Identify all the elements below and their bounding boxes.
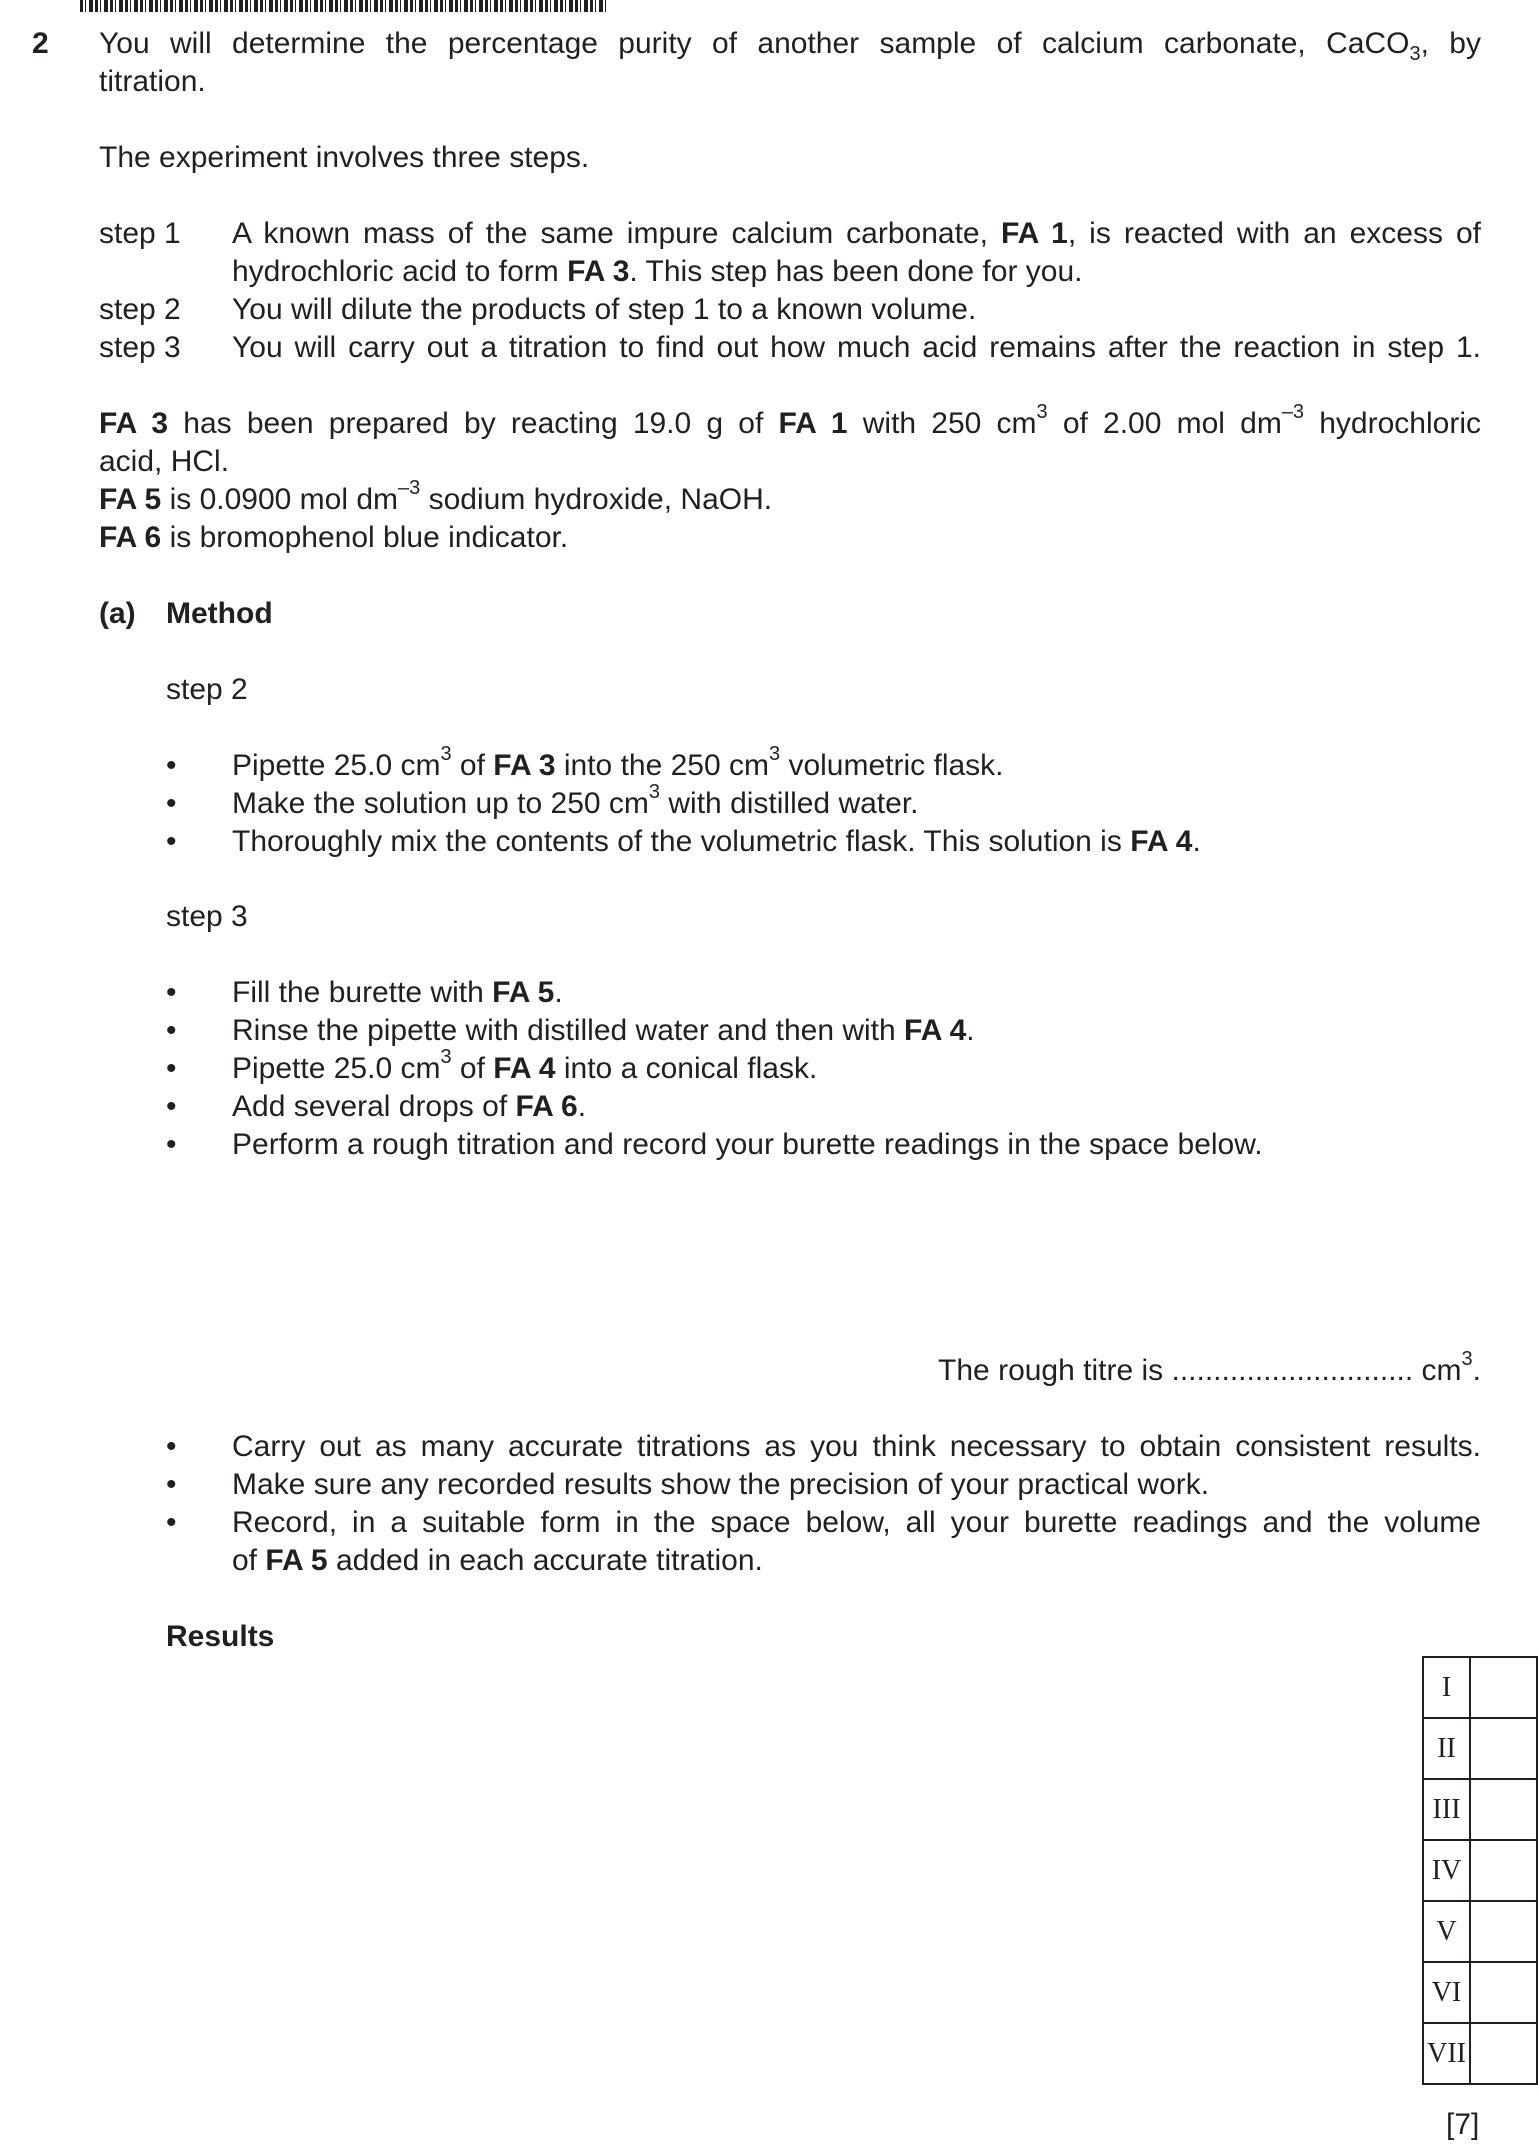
mark-box-label: VII xyxy=(1423,2023,1470,2084)
step-3-bullet-1: Fill the burette with FA 5. xyxy=(232,976,563,1009)
mark-box xyxy=(1470,1901,1537,1962)
mark-box-row xyxy=(1423,1657,1537,1718)
step-2-bullet-1: Pipette 25.0 $cm^3$ of FA 3 into the 250 $cm^3$ volumetric flask. xyxy=(232,743,1004,782)
part-a-title: Method xyxy=(166,597,273,630)
step-1-line-2: hydrochloric acid to form FA 3. This step has been done for you. xyxy=(232,255,1083,288)
step-2-text: You will dilute the products of step 1 to a known volume. xyxy=(232,293,977,326)
step-3-bullet-2: Rinse the pipette with distilled water and then with FA 4. xyxy=(232,1014,975,1047)
question-number: 2 xyxy=(32,27,49,60)
step-3-bullet-5: Perform a rough titration and record your burette readings in the space below. xyxy=(232,1128,1263,1161)
mark-box-row xyxy=(1423,1779,1537,1840)
bullet: • xyxy=(166,1506,177,1539)
mark-box xyxy=(1470,1840,1537,1901)
mark-box xyxy=(1470,1718,1537,1779)
step-3-bullet-4: Add several drops of FA 6. xyxy=(232,1090,587,1123)
accurate-bullet-3-line-2: of FA 5 added in each accurate titration. xyxy=(232,1544,763,1577)
total-marks: [7] xyxy=(1446,2108,1480,2141)
bullet: • xyxy=(166,749,177,782)
rough-titre-answer-line[interactable]: The rough titre is ............................. $cm^3$. xyxy=(938,1348,1481,1387)
step-2-bullet-2: Make the solution up to 250 $cm^3$ with distilled water. xyxy=(232,781,919,820)
bullet: • xyxy=(166,1468,177,1501)
mark-box-label: V xyxy=(1423,1901,1470,1962)
mark-box-label: III xyxy=(1423,1779,1470,1840)
step-3-text: You will carry out a titration to find out how much acid remains after the reaction in step 1. xyxy=(232,331,1481,364)
bullet: • xyxy=(166,1430,177,1463)
mark-box-label: II xyxy=(1423,1718,1470,1779)
mark-box-row xyxy=(1423,2023,1537,2084)
mark-box-row xyxy=(1423,1718,1537,1779)
step-1-line-1: A known mass of the same impure calcium carbonate, FA 1, is reacted with an excess of xyxy=(232,217,1481,250)
mark-box-row xyxy=(1423,1962,1537,2023)
mark-box xyxy=(1470,1779,1537,1840)
mark-box xyxy=(1470,1962,1537,2023)
intro-line-1: You will determine the percentage purity of another sample of calcium carbonate, CaCO$_3$, by xyxy=(99,27,1481,65)
fa3-description-line-2: acid, HCl. xyxy=(99,445,230,478)
mark-box-label: I xyxy=(1423,1657,1470,1718)
intro-line-2: titration. xyxy=(99,65,206,98)
results-answer-space[interactable] xyxy=(166,1660,1396,2090)
method-step-3-label: step 3 xyxy=(166,900,248,933)
fa3-description: FA 3 has been prepared by reacting 19.0 g of FA 1 with 250 $cm^3$ of 2.00 mol $dm^{-3}$ hydrochloric xyxy=(99,401,1481,440)
barcode xyxy=(80,0,606,12)
fa6-description: FA 6 is bromophenol blue indicator. xyxy=(99,521,569,554)
mark-box xyxy=(1470,1657,1537,1718)
bullet: • xyxy=(166,787,177,820)
step-2-bullet-3: Thoroughly mix the contents of the volumetric flask. This solution is FA 4. xyxy=(232,825,1201,858)
bullet: • xyxy=(166,825,177,858)
bullet: • xyxy=(166,1014,177,1047)
mark-box-row xyxy=(1423,1840,1537,1901)
examiner-mark-boxes xyxy=(1422,1656,1538,2085)
bullet: • xyxy=(166,976,177,1009)
steps-intro: The experiment involves three steps. xyxy=(99,141,590,174)
mark-box-label: IV xyxy=(1423,1840,1470,1901)
mark-box xyxy=(1470,2023,1537,2084)
step-1-label: step 1 xyxy=(99,217,181,250)
accurate-bullet-2: Make sure any recorded results show the precision of your practical work. xyxy=(232,1468,1210,1501)
part-a-label: (a) xyxy=(99,597,136,630)
results-heading: Results xyxy=(166,1620,275,1653)
fa5-description: FA 5 is 0.0900 mol $dm^{-3}$ sodium hydroxide, NaOH. xyxy=(99,477,773,516)
bullet: • xyxy=(166,1090,177,1123)
step-2-label: step 2 xyxy=(99,293,181,326)
accurate-bullet-3-line-1: Record, in a suitable form in the space below, all your burette readings and the volume xyxy=(232,1506,1481,1539)
bullet: • xyxy=(166,1052,177,1085)
mark-box-label: VI xyxy=(1423,1962,1470,2023)
bullet: • xyxy=(166,1128,177,1161)
method-step-2-label: step 2 xyxy=(166,673,248,706)
mark-box-row xyxy=(1423,1901,1537,1962)
step-3-label: step 3 xyxy=(99,331,181,364)
step-3-bullet-3: Pipette 25.0 $cm^3$ of FA 4 into a conical flask. xyxy=(232,1046,818,1085)
accurate-bullet-1: Carry out as many accurate titrations as you think necessary to obtain consistent results. xyxy=(232,1430,1481,1463)
